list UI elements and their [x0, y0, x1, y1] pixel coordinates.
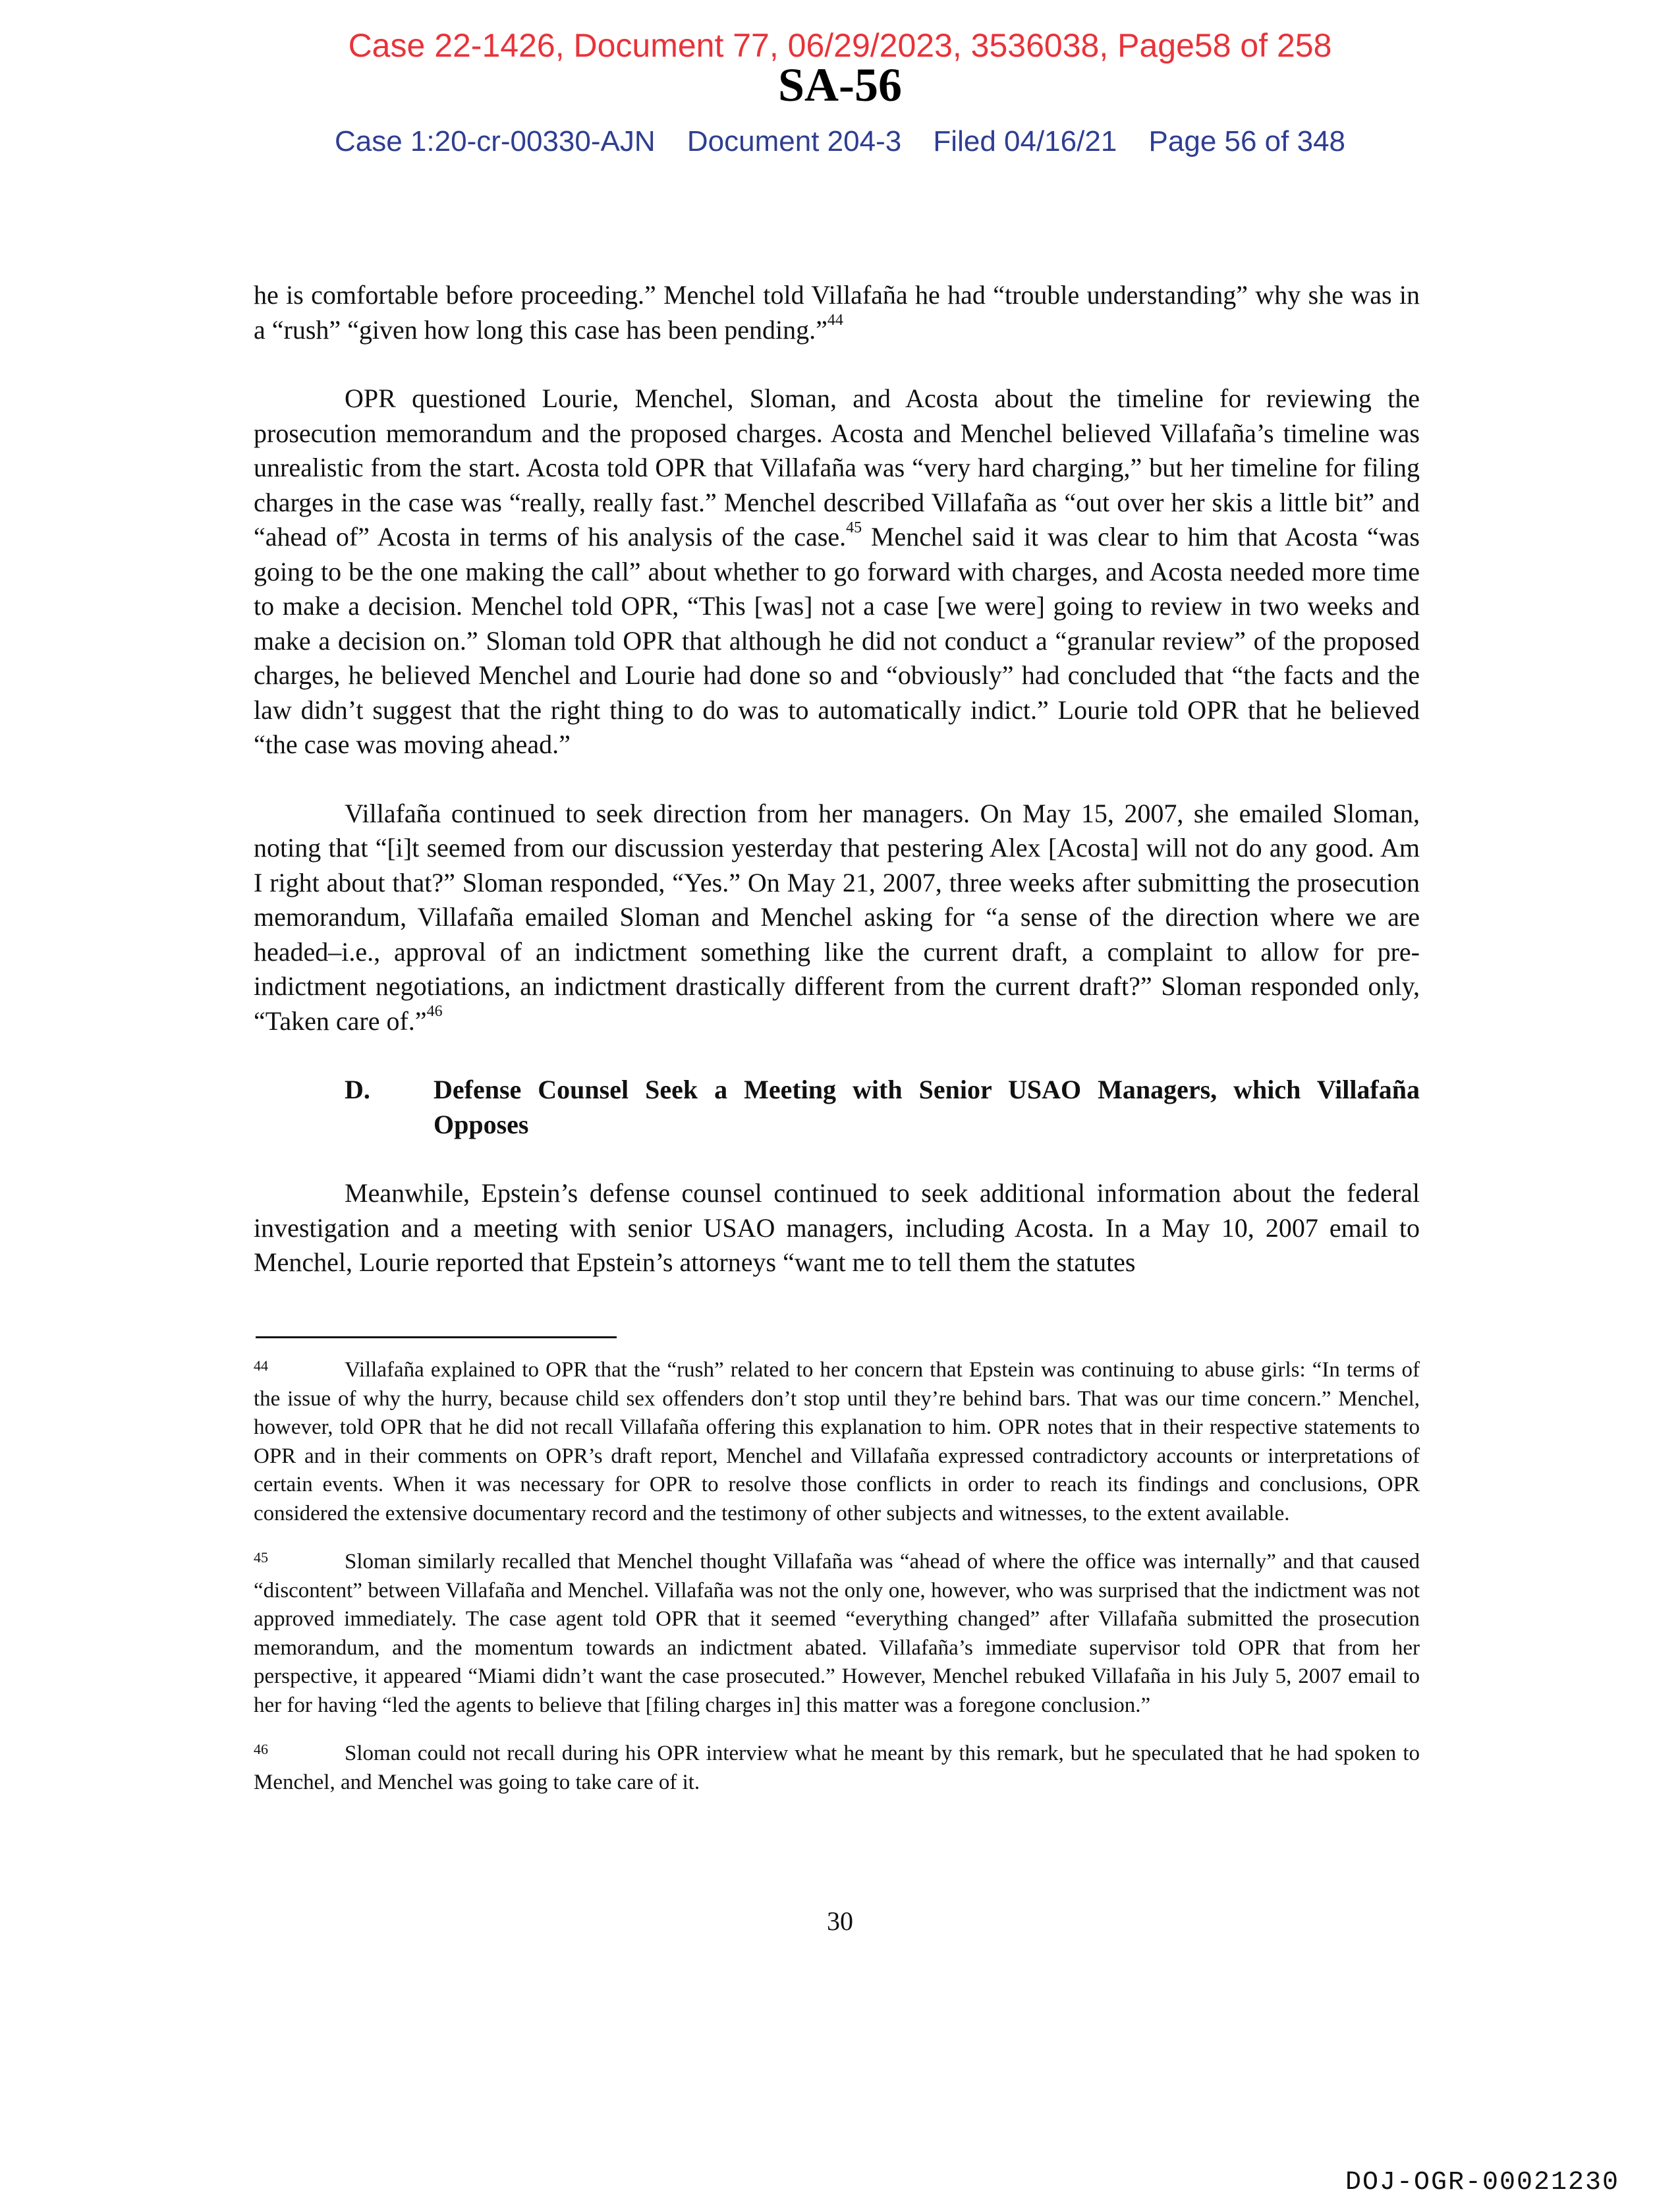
body-text	[254, 278, 1420, 1315]
footnote-number: 44	[254, 1357, 268, 1374]
district-filed-date: Filed 04/16/21	[933, 125, 1117, 157]
paragraph-opr-timeline: OPR questioned Lourie, Menchel, Sloman, and Acosta about the timeline for reviewing the prosecution memorandum and the proposed charges. Acosta and Menchel believed Villafaña’s timeline was unrealistic from the start. Acosta told OPR that Villafaña was “very hard charging,” but her timeline for filing charges in the case was “really, really fast.” Menchel described Villafaña as “out over her skis a little bit” and “ahead of” Acosta in terms of his analysis of the case.$^{45}$ Menchel said it was clear to him that Acosta “was going to be the one making the call” about whether to go forward with charges, and Acosta needed more time to make a decision. Menchel told OPR, “This [was] not a case [we were] going to review in two weeks and make a decision on.” Sloman told OPR that although he did not conduct a “granular review” of the proposed charges, he believed Menchel and Lourie had done so and “obviously” had concluded that “the facts and the law didn’t suggest that the right thing to do was to automatically indict.” Lourie told OPR that he believed “the case was moving ahead.”	[254, 383, 1420, 759]
district-case-number: Case 1:20-cr-00330-AJN	[334, 125, 656, 157]
district-document-number: Document 204-3	[686, 125, 902, 157]
footnote-text: Villafaña explained to OPR that the “rush” related to her concern that Epstein was continuing to abuse girls: “In terms of the issue of why the hurry, because child sex offenders don’t stop until they’re behind bars. That was our time concern.” Menchel, however, told OPR that he did not recall Villafaña offering this explanation to him. OPR notes that in their respective statements to OPR and in their comments on OPR’s draft report, Menchel and Villafaña expressed contradictory accounts or interpretations of certain events. When it was necessary for OPR to resolve those conflicts in order to reach its findings and conclusions, OPR considered the extensive documentary record and the testimony of other subjects and witnesses, to the extent available.	[254, 1358, 1420, 1525]
footnote-ref-46[interactable]: 46	[426, 1003, 443, 1021]
district-page-count: Page 56 of 348	[1148, 125, 1346, 157]
paragraph-seeking-direction: Villafaña continued to seek direction from her managers. On May 15, 2007, she emailed Sloman, noting that “[i]t seemed from our discussion yesterday that pestering Alex [Acosta] will not do any good. Am I right about that?” Sloman responded, “Yes.” On May 21, 2007, three weeks after submitting the prosecution memorandum, Villafaña emailed Sloman and Menchel asking for “a sense of the direction where we are headed–i.e., approval of an indictment something like the current draft, a complaint to allow for pre-indictment negotiations, an indictment drastically different from the current draft?” Sloman responded only, “Taken care of.”$^{46}$	[254, 798, 1420, 1036]
footnote-45	[254, 1548, 1420, 1720]
paragraph-continued: he is comfortable before proceeding.” Menchel told Villafaña he had “trouble understanding” why she was in a “rush” “given how long this case has been pending.”$^{44}$	[254, 280, 1420, 345]
appeal-case-stamp: Case 22-1426, Document 77, 06/29/2023, 3536038, Page58 of 258	[348, 27, 1332, 64]
paragraph-defense-counsel: Meanwhile, Epstein’s defense counsel continued to seek additional information about the federal investigation and a meeting with senior USAO managers, including Acosta. In a May 10, 2007 email to Menchel, Lourie reported that Epstein’s attorneys “want me to tell them the statutes	[254, 1178, 1420, 1277]
footnote-number: 46	[254, 1741, 268, 1757]
footnote-ref-44[interactable]: 44	[827, 312, 843, 329]
footnote-44	[254, 1356, 1420, 1528]
footnote-ref-45[interactable]: 45	[846, 519, 862, 536]
district-case-stamp	[0, 125, 1680, 158]
footnote-divider	[256, 1336, 617, 1338]
sa-page-label: SA-56	[777, 59, 902, 111]
section-letter: D.	[345, 1075, 370, 1104]
page-number: 30	[827, 1906, 853, 1936]
footnote-number: 45	[254, 1549, 268, 1566]
section-heading	[254, 1073, 1420, 1142]
footnotes	[254, 1356, 1420, 1817]
footnote-text: Sloman could not recall during his OPR interview what he meant by this remark, but he speculated that he had spoken to Menchel, and Menchel was going to take care of it.	[254, 1742, 1420, 1794]
bates-number: DOJ-OGR-00021230	[1345, 2168, 1619, 2198]
footnote-46	[254, 1740, 1420, 1797]
footnote-text: Sloman similarly recalled that Menchel thought Villafaña was “ahead of where the office was internally” and that caused “discontent” between Villafaña and Menchel. Villafaña was not the only one, however, who was surprised that the indictment was not approved immediately. The case agent told OPR that it seemed “everything changed” after Villafaña submitted the prosecution memorandum, and the momentum towards an indictment abated. Villafaña’s immediate supervisor told OPR that from her perspective, it appeared “Miami didn’t want the case prosecuted.” However, Menchel rebuked Villafaña in his July 5, 2007 email to her for having “led the agents to believe that [filing charges in] this matter was a foregone conclusion.”	[254, 1550, 1420, 1717]
section-title: Defense Counsel Seek a Meeting with Senior USAO Managers, which Villafaña Opposes	[434, 1075, 1420, 1139]
